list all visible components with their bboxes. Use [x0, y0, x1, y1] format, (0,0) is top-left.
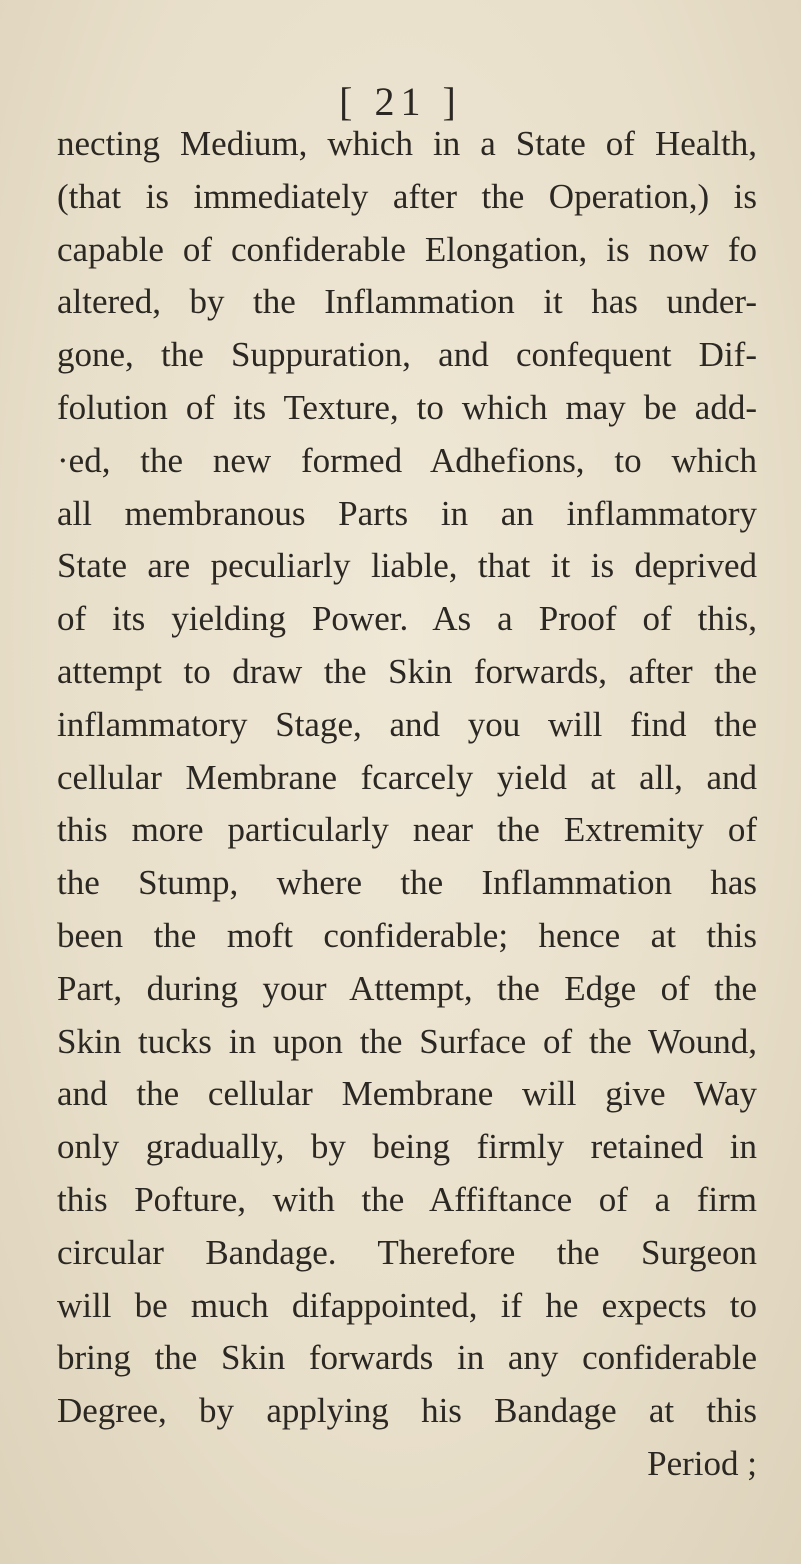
text-line: and the cellular Membrane will give Way [57, 1074, 757, 1114]
text-line: of its yielding Power. As a Proof of this, [57, 599, 757, 639]
text-line: State are peculiarly liable, that it is deprived [57, 546, 757, 586]
text-line: capable of confiderable Elongation, is now fo [57, 229, 757, 269]
text-line: Part, during your Attempt, the Edge of the [57, 968, 757, 1008]
text-line: this Pofture, with the Affiftance of a firm [57, 1179, 757, 1219]
text-line: been the moft confiderable; hence at this [57, 915, 757, 955]
text-line: circular Bandage. Therefore the Surgeon [57, 1232, 757, 1272]
text-line: gone, the Suppuration, and confequent Dif- [57, 335, 757, 375]
text-line: cellular Membrane fcarcely yield at all, and [57, 757, 757, 797]
text-line: folution of its Texture, to which may be add- [57, 387, 757, 427]
text-line: only gradually, by being firmly retained in [57, 1127, 757, 1167]
body-text [57, 118, 757, 1491]
text-line: ·ed, the new formed Adhefions, to which [57, 440, 757, 480]
catchword: Period ; [647, 1443, 757, 1483]
page-number-header: [ 21 ] [339, 79, 462, 124]
text-line: altered, by the Inflammation it has under- [57, 282, 757, 322]
text-line: necting Medium, which in a State of Health, [57, 124, 757, 163]
text-line: (that is immediately after the Operation,) is [57, 176, 757, 216]
text-line: inflammatory Stage, and you will find the [57, 704, 757, 744]
text-line: attempt to draw the Skin forwards, after the [57, 651, 757, 691]
text-line: Skin tucks in upon the Surface of the Wound, [57, 1021, 757, 1061]
text-line: the Stump, where the Inflammation has [57, 863, 757, 903]
text-line: bring the Skin forwards in any confiderable [57, 1338, 757, 1378]
text-line: this more particularly near the Extremity of [57, 810, 757, 850]
text-line: Degree, by applying his Bandage at this [57, 1391, 757, 1431]
text-line: will be much difappointed, if he expects to [57, 1285, 757, 1325]
text-line: all membranous Parts in an inflammatory [57, 493, 757, 533]
